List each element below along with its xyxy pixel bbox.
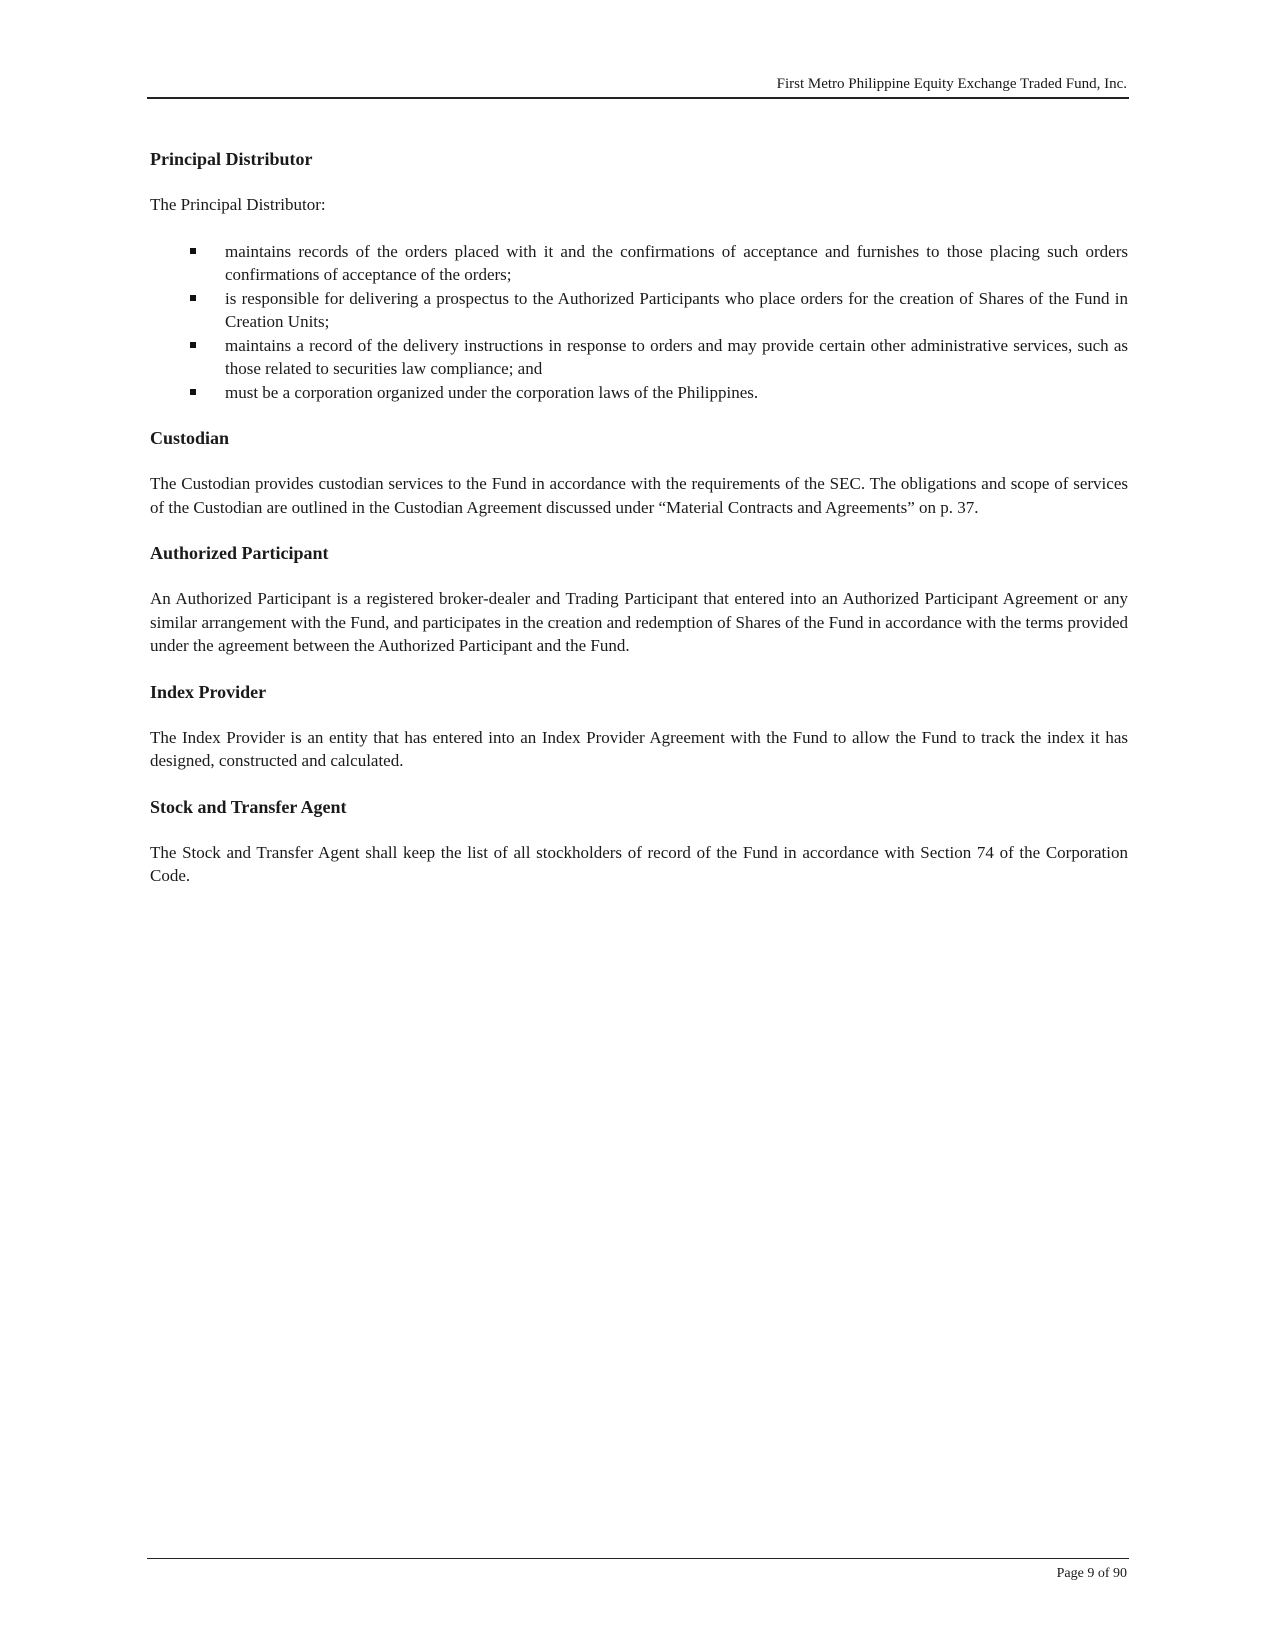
- heading-stock-transfer-agent: Stock and Transfer Agent: [150, 796, 347, 817]
- page-header: [147, 72, 1129, 99]
- heading-custodian: Custodian: [150, 428, 230, 448]
- heading-principal-distributor: Principal Distributor: [150, 149, 313, 169]
- list-item-text: is responsible for delivering a prospectus to the Authorized Participants who place orders for the creation of Shares of the Fund in Creation Units;: [225, 288, 1128, 331]
- heading-authorized-participant: Authorized Participant: [150, 543, 329, 563]
- principal-distributor-list: [150, 240, 1128, 405]
- custodian-body: The Custodian provides custodian services to the Fund in accordance with the requirements of the SEC. The obligations and scope of services of the Custodian are outlined in the Custodian Agreement discussed under “Material Contracts and Agreements” on p. 37.: [150, 474, 1128, 517]
- authorized-participant-body: An Authorized Participant is a registered broker-dealer and Trading Participant that entered into an Authorized Participant Agreement or any similar arrangement with the Fund, and participates in the creation and redemption of Shares of the Fund in accordance with the terms provided under the agreement between the Authorized Participant and the Fund.: [150, 589, 1128, 655]
- heading-index-provider: Index Provider: [150, 681, 267, 702]
- list-item-text: maintains records of the orders placed with it and the confirmations of acceptance and furnishes to those placing such orders confirmations of acceptance of the orders;: [225, 241, 1128, 284]
- list-item-text: must be a corporation organized under the corporation laws of the Philippines.: [225, 382, 759, 402]
- square-bullet-icon: [190, 248, 196, 254]
- list-item-text: maintains a record of the delivery instructions in response to orders and may provide certain other administrative services, such as those related to securities law compliance; and: [225, 335, 1128, 378]
- stock-transfer-agent-body: The Stock and Transfer Agent shall keep the list of all stockholders of record of the Fund in accordance with Section 74 of the Corporation Code.: [150, 842, 1128, 885]
- list-item: [150, 381, 1128, 405]
- principal-distributor-intro: The Principal Distributor:: [150, 195, 326, 214]
- list-item: [150, 334, 1128, 381]
- square-bullet-icon: [190, 342, 196, 348]
- page-number: Page 9 of 90: [1056, 1566, 1127, 1581]
- header-title: First Metro Philippine Equity Exchange Traded Fund, Inc.: [776, 76, 1127, 92]
- list-item: [150, 287, 1128, 334]
- page-content: [150, 148, 1128, 911]
- square-bullet-icon: [190, 389, 196, 395]
- index-provider-body: The Index Provider is an entity that has entered into an Index Provider Agreement with the Fund to allow the Fund to track the index it has designed, constructed and calculated.: [150, 727, 1128, 770]
- page-footer: [147, 1558, 1129, 1581]
- square-bullet-icon: [190, 295, 196, 301]
- list-item: [150, 240, 1128, 287]
